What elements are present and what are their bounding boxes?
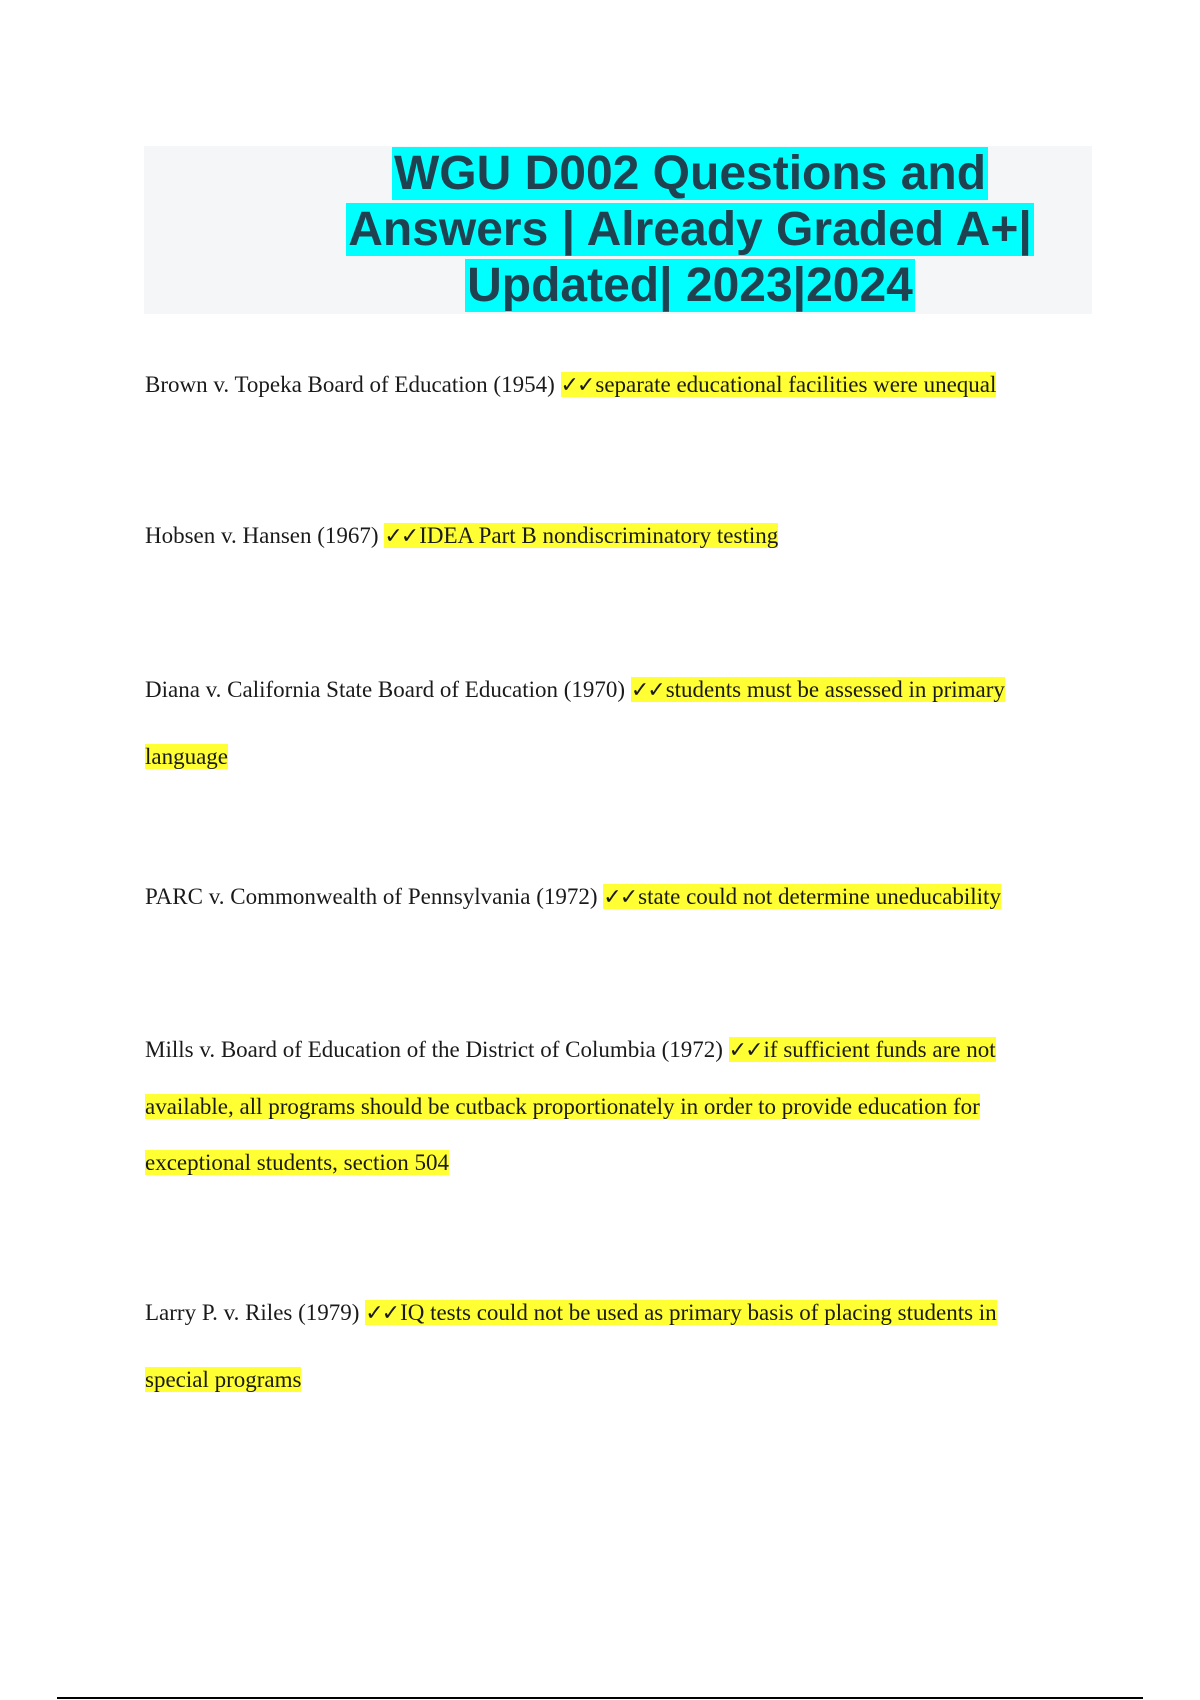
question-text: Larry P. v. Riles (1979)	[145, 1300, 360, 1325]
answer-text: separate educational facilities were unequal	[595, 372, 997, 397]
qa-item-parc	[145, 866, 1065, 928]
double-check-icon: ✓✓	[603, 885, 637, 910]
question-text: Brown v. Topeka Board of Education (1954)	[145, 372, 555, 397]
answer-highlight	[384, 523, 778, 548]
double-check-icon: ✓✓	[560, 373, 594, 398]
answer-text: IDEA Part B nondiscriminatory testing	[419, 523, 779, 548]
answer-text: IQ tests could not be used as primary basis of placing students in special programs	[145, 1300, 997, 1392]
qa-item-mills	[145, 1022, 1065, 1191]
qa-item-larry	[145, 1280, 1065, 1413]
document-title: WGU D002 Questions and Answers | Already Graded A+| Updated| 2023|2024	[348, 147, 1032, 312]
answer-highlight	[561, 372, 997, 397]
footer-divider	[57, 1697, 1143, 1699]
double-check-icon: ✓✓	[728, 1038, 762, 1063]
answer-text: state could not determine uneducability	[638, 884, 1001, 909]
double-check-icon: ✓✓	[630, 678, 664, 703]
question-text: Diana v. California State Board of Education (1970)	[145, 677, 626, 702]
double-check-icon: ✓✓	[384, 524, 418, 549]
qa-item-brown	[145, 354, 1065, 416]
answer-highlight	[603, 884, 1001, 909]
qa-item-hobsen	[145, 505, 1065, 567]
question-text: PARC v. Commonwealth of Pennsylvania (1972)	[145, 884, 598, 909]
question-text: Mills v. Board of Education of the District of Columbia (1972)	[145, 1037, 723, 1062]
answer-text: students must be assessed in primary language	[145, 677, 1005, 769]
qa-item-diana	[145, 657, 1065, 790]
double-check-icon: ✓✓	[365, 1301, 399, 1326]
answer-text: if sufficient funds are not available, all programs should be cutback proportionately in order to provide education for exceptional students, section 504	[145, 1037, 996, 1175]
question-text: Hobsen v. Hansen (1967)	[145, 523, 379, 548]
